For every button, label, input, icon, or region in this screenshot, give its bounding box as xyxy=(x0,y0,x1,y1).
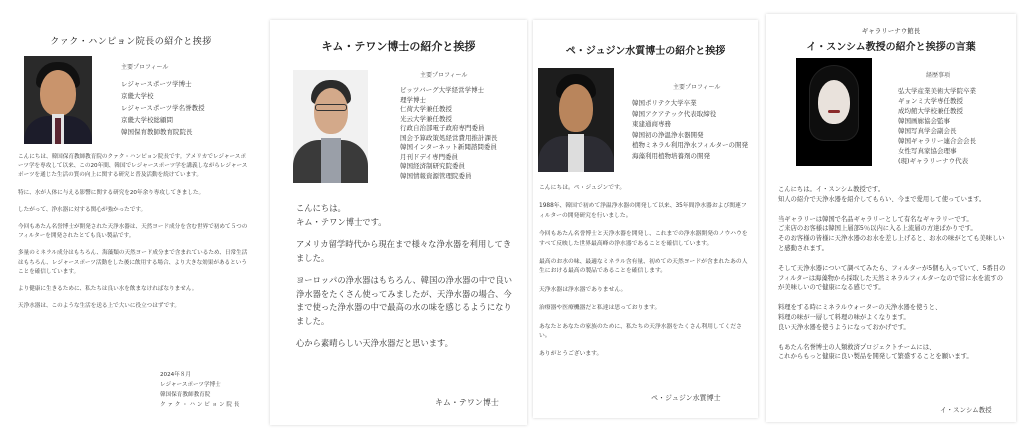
paragraph: アメリカ留学時代から現在まで様々な浄水器を利用してきました。 xyxy=(296,239,512,263)
profile-list xyxy=(632,98,748,161)
signature: イ・スンシム教授 xyxy=(940,406,992,414)
paragraph: 多量のミネラル成分はもちろん、海藻類の天然ヨード成分まで含まれているため、日常生活はもちろん、レジャースポーツ活動をした後に飲用する場合、より大きな効果があるということを確信しています。 xyxy=(18,250,248,275)
profile-item: 光云大学兼任教授 xyxy=(400,114,452,123)
card-lee xyxy=(766,14,1016,422)
profile-item: 韓国ギャラリー連合会会長 xyxy=(898,137,976,145)
paragraph: ありがとうございます。 xyxy=(539,351,603,358)
card-kim xyxy=(270,20,527,425)
paragraph: 今回もあたん名誉博士と天浄水器を開発し、これまでの浄水器開発のノウハウをすべて反映した世界最高峰の浄水器であることを確信しています。 xyxy=(539,231,748,247)
card-title: クァク・ハンピョン院長の紹介と挨拶 xyxy=(50,37,212,47)
paragraph: あなたとあなたの家族のために、私たちの天浄水器をたくさん利用してください。 xyxy=(539,323,742,340)
paragraph: 1988年、韓国で初めて浄温浄水器の開発して以来、35年間浄水器および関連フィルターの開発研究を行いました。 xyxy=(539,203,747,219)
card-title: イ・スンシム教授の紹介と挨拶の言葉 xyxy=(806,42,976,53)
profile-item: 仁荷大学兼任教授 xyxy=(400,105,452,113)
paragraph: そして天浄水器について調べてみたら、フィルターが5個も入っていて、5番目のフィルターは海藻物から採取した天然ミネラルフィルターなので常に水を流すのが美味しいので健康になる感じです。 xyxy=(778,264,1006,292)
paragraph: 心から素晴らしい天浄水器だと思います。 xyxy=(296,338,453,348)
paragraph: 治療器や医療機器だと私達は思っております。 xyxy=(539,305,661,312)
profile-item: 月刊ドデイ専門委員 xyxy=(400,152,459,161)
paragraph: 特に、水が人体に与える影響に関する研究を20年余り専攻してきました。 xyxy=(18,189,205,196)
paragraph: より健康に生きるために、私たちは良い水を飲まなければなりません。 xyxy=(18,286,198,293)
profile-item: 韓国アクアテック代表取締役 xyxy=(632,109,717,118)
profile-item: 東建通商専務 xyxy=(632,120,671,128)
profile-item: (現)ギャラリーナウ代表 xyxy=(898,157,969,165)
card-title: キム・テワン博士の紹介と挨拶 xyxy=(321,40,476,53)
profile-list xyxy=(898,86,976,166)
profile-item: ピッツバーグ大学経営学博士 xyxy=(400,86,485,94)
portrait-photo xyxy=(538,68,614,172)
card-title: ペ・ジュジン水質博士の紹介と挨拶 xyxy=(565,46,726,57)
profile-item: 韓国画廊協会監事 xyxy=(898,117,950,125)
profile-item: レジャースポーツ学博士 xyxy=(121,80,192,88)
paragraph: 料理をする時にミネラルウォーターの天浄水器を使うと、 料理の味が一層して料理の味がよくなります。 良い天浄水器を使うようになっておかげです。 xyxy=(778,304,942,331)
signature-line: ク ァ ク ・ ハ ン ピ ョ ン 院 長 xyxy=(160,402,240,408)
paragraph: 最高のお水の味、最適なミネラル含有量、初めての天然ヨードが含まれたあの人生における最高の製品であることを確信します。 xyxy=(539,259,748,275)
profile-list xyxy=(121,78,205,138)
paragraph: こんにちは。イ・スンシム教授です。 知人の紹介で天浄水器を紹介してもらい、今まで愛用して使っています。 xyxy=(778,186,986,203)
profile-item: 韓国写真学会副会長 xyxy=(898,127,957,135)
signature xyxy=(160,370,239,410)
greeting-body xyxy=(296,202,514,351)
profile-item: 理学博士 xyxy=(400,95,426,104)
portrait-photo xyxy=(24,56,92,144)
profile-item: 女性写真家協会理事 xyxy=(898,147,957,155)
greeting-body xyxy=(778,185,1006,362)
portrait-photo xyxy=(293,70,368,183)
signature: キム・テワン博士 xyxy=(435,398,499,407)
profile-label: 経歴事項 xyxy=(926,72,951,79)
profile-label: 主要プロフィール xyxy=(121,64,169,71)
paragraph: こんにちは。 キム・テワン博士です。 xyxy=(296,203,387,227)
paragraph: 天浄水器は、このような生活を送る上で大いに役立つはずです。 xyxy=(18,303,180,310)
profile-label: 主要プロフィール xyxy=(673,84,721,91)
paragraph: もあたん名誉博士の人類救済プロジェクトチームには、 これからもっと健康に良い製品を開発して繁盛することを願います。 xyxy=(778,343,973,361)
profile-item: 韓国情報資源管理院委員 xyxy=(400,171,472,180)
signature: ペ・ジュジン水質博士 xyxy=(651,394,721,402)
paragraph: したがって、浄水器に対する関心が強かったです。 xyxy=(18,206,147,213)
card-kwak xyxy=(0,16,262,421)
signature-line: 2024年８月 xyxy=(160,372,192,378)
greeting-body xyxy=(539,184,751,360)
paragraph: 天浄水器は浄水器でありません。 xyxy=(539,286,627,293)
profile-item: ギョンミ大学専任教授 xyxy=(898,97,963,105)
signature-line: レジャースポーツ学博士 xyxy=(160,382,221,388)
profile-item: 京畿大学校 xyxy=(121,92,154,100)
profile-item: 韓国インターネット新聞諮問委員 xyxy=(400,143,497,151)
profile-item: 韓国ポリテク大学卒業 xyxy=(632,99,697,107)
card-supertitle: ギャラリーナウ館長 xyxy=(861,27,921,35)
profile-label: 主要プロフィール xyxy=(420,72,468,79)
portrait-photo xyxy=(796,58,872,166)
profile-item: 韓国経済制研究院委員 xyxy=(400,162,465,170)
profile-item: 韓国保育教師教育院院長 xyxy=(121,128,193,136)
greeting-body xyxy=(18,153,248,311)
paragraph: こんにちは。ペ・ジュジンです。 xyxy=(539,185,626,191)
profile-item: 弘大学産業美術大学院卒業 xyxy=(898,87,976,95)
paragraph: ヨーロッパの浄水器はもちろん、韓国の浄水器の中で良い浄水器をたくさん使ってみましたが、天浄水器の場合、今まで使った浄水器の中で最高の水の味を感じるようになりました。 xyxy=(296,275,513,326)
profile-item: 海藻利用植物培養剤の開発 xyxy=(632,151,710,160)
profile-item: 国会予算政策処経営費用推計課長 xyxy=(400,133,498,142)
card-bae xyxy=(533,20,758,418)
profile-item: 京畿大学校総顧問 xyxy=(121,116,173,124)
profile-item: 成均館大学校兼任教授 xyxy=(898,107,963,115)
paragraph: 当ギャラリーは韓国で名品ギャラリーとして有名なギャラリーです。 ご来店のお客様は韓国上層部5％以内に入る上流層の方達ばかりです。 そのお客様の皆様に天浄水器のお水を差し上げると、お水の味がとても美味しいと感動されます。 xyxy=(778,215,1005,252)
signature-line: 韓国保育教師教育院 xyxy=(160,392,211,398)
paragraph: 今回もあたん名誉博士が開発された天浄水器は、天然ヨード成分を含む世界で初めて５つのフィルターを開発されたとても良い製品です。 xyxy=(18,224,248,240)
profile-item: 植物ミネラル利用浄水フィルターの開発 xyxy=(632,141,749,149)
profile-item: レジャースポーツ学名誉教授 xyxy=(121,104,205,112)
paragraph: こんにちは、韓国保育教師教育院のクァク・ハンピョン院長です。アメリカでレジャースポーツ学を専攻して以来、この20年間、韓国でレジャースポーツ学を講義しながらレジャースポーツを通じた生活の質の向上に関する研究と普及活動を続けています。 xyxy=(18,154,248,179)
profile-item: 行政自治部電子政府専門委員 xyxy=(400,124,485,132)
profile-item: 韓国初の浄温浄水器開発 xyxy=(632,130,704,139)
profile-list xyxy=(400,86,498,181)
